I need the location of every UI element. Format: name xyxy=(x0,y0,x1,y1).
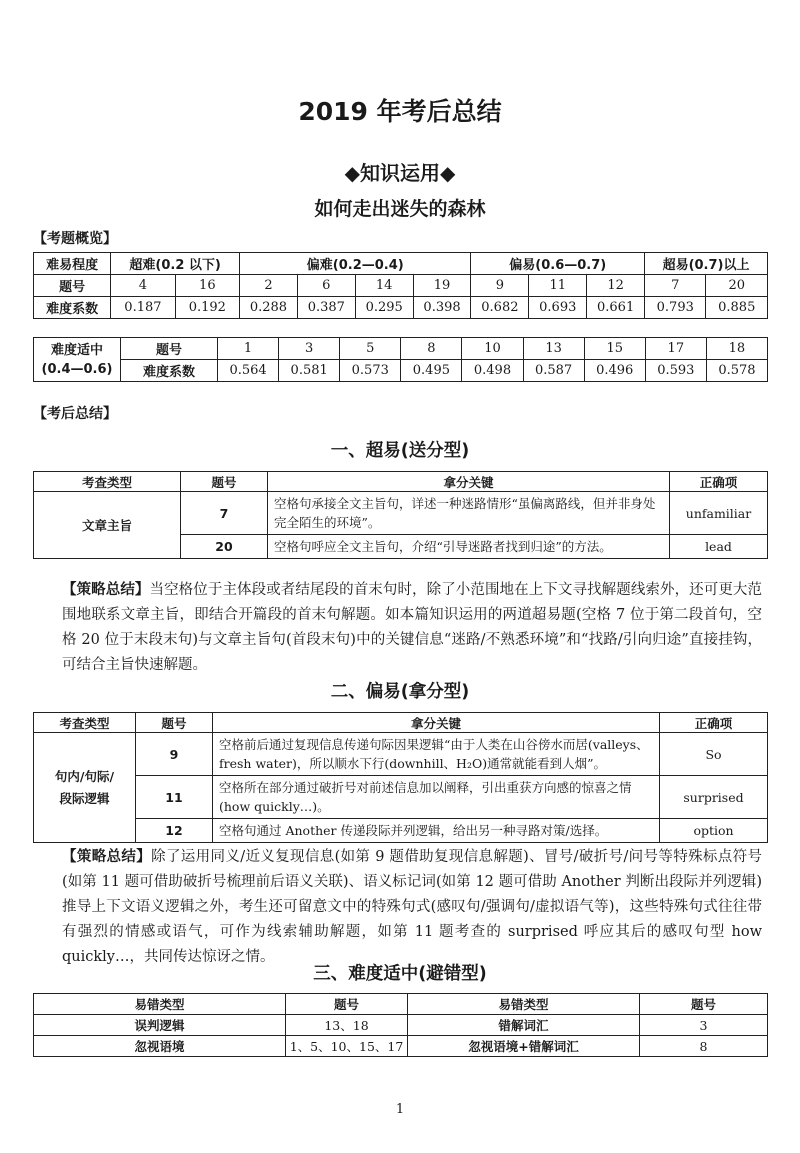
table-cell: 忽视语境 xyxy=(34,1036,286,1057)
table-cell: 错解词汇 xyxy=(408,1015,640,1036)
table-cell: 1、5、10、15、17 xyxy=(286,1036,408,1057)
key-cell: 空格句通过 Another 传递段际并列逻辑，给出另一种寻路对策/选择。 xyxy=(213,819,660,843)
table-cell: 1 xyxy=(218,338,279,360)
table-row xyxy=(34,253,768,275)
answer-cell: surprised xyxy=(660,776,768,819)
row-label: 难易程度 xyxy=(34,253,111,275)
summary-tag: 【考后总结】 xyxy=(33,406,117,422)
table-row xyxy=(34,1036,768,1057)
table-cell: 0.187 xyxy=(111,297,175,319)
column-header: 题号 xyxy=(136,713,213,733)
table-cell: 11 xyxy=(529,275,587,297)
table-cell: 19 xyxy=(413,275,471,297)
table-cell: 0.581 xyxy=(279,360,340,382)
table-cell: 7 xyxy=(645,275,706,297)
table-row xyxy=(34,713,768,733)
table-cell: 0.295 xyxy=(355,297,413,319)
answer-cell: unfamiliar xyxy=(670,492,768,535)
table-cell: 0.564 xyxy=(218,360,279,382)
column-header: 题号 xyxy=(286,994,408,1015)
key-cell: 空格句呼应全文主旨句，介绍“引导迷路者找到归途”的方法。 xyxy=(268,535,670,559)
row-label: 题号 xyxy=(121,338,218,360)
group-label: 偏易(0.6—0.7) xyxy=(471,253,645,275)
table-cell: 0.387 xyxy=(297,297,355,319)
answer-cell: So xyxy=(660,733,768,776)
table-row xyxy=(34,360,768,382)
table-cell: 14 xyxy=(355,275,413,297)
table-cell: 0.587 xyxy=(523,360,584,382)
column-header: 拿分关键 xyxy=(268,472,670,492)
strategy-text: 除了运用同义/近义复现信息(如第 9 题借助复现信息解题)、冒号/破折号/问号等特殊标点符号(如第 11 题可借助破折号梳理前后语义关联)、语义标记词(如第 12 题可借助 Another 判断出段际并列逻辑)推导上下文语义逻辑之外，考生还可留意文中的特殊句式(感叹句/强调句/虚拟语气等)，这些特殊句式往往带有强烈的情感或语气，可作为线索辅助解题，如第 11 题考查的 surprised 呼应其后的感叹句型 how quickly…，共同传达惊讶之情。 xyxy=(62,849,762,965)
table-cell: 3 xyxy=(279,338,340,360)
table-cell: 17 xyxy=(645,338,706,360)
table-cell: 0.398 xyxy=(413,297,471,319)
column-header: 拿分关键 xyxy=(213,713,660,733)
strategy-text: 当空格位于主体段或者结尾段的首末句时，除了小范围地在上下文寻找解题线索外，还可更大范围地联系文章主旨，即结合开篇段的首末句解题。如本篇知识运用的两道超易题(空格 7 位于第二段首句，空格 20 位于末段末句)与文章主旨句(首段末句)中的关键信息“迷路/不熟悉环境”和“找路/引向归途”直接挂钩，可结合主旨快速解题。 xyxy=(62,582,763,673)
table-row xyxy=(34,338,768,360)
strategy-lead: 【策略总结】 xyxy=(62,849,152,865)
column-header: 正确项 xyxy=(670,472,768,492)
table-cell: 8 xyxy=(401,338,462,360)
table-cell: 18 xyxy=(706,338,767,360)
table-row xyxy=(34,733,768,776)
number-cell: 20 xyxy=(181,535,268,559)
table-cell: 3 xyxy=(640,1015,768,1036)
answer-cell: option xyxy=(660,819,768,843)
table-cell: 0.682 xyxy=(471,297,529,319)
table-cell: 12 xyxy=(587,275,645,297)
table-row xyxy=(34,994,768,1015)
part3-heading: 三、难度适中(避错型) xyxy=(313,964,487,984)
type-line: 句内/句际/ xyxy=(54,768,115,784)
column-header: 题号 xyxy=(181,472,268,492)
table-cell: 9 xyxy=(471,275,529,297)
number-cell: 11 xyxy=(136,776,213,819)
table-cell: 0.578 xyxy=(706,360,767,382)
table-cell: 13、18 xyxy=(286,1015,408,1036)
part1-strategy xyxy=(62,578,762,678)
table-cell: 16 xyxy=(175,275,239,297)
type-line: 段际逻辑 xyxy=(59,790,110,806)
table-cell: 13 xyxy=(523,338,584,360)
page-title: 2019 年考后总结 xyxy=(298,97,502,126)
part2-table xyxy=(33,712,768,843)
type-cell: 文章主旨 xyxy=(34,492,181,559)
group-label: 超易(0.7)以上 xyxy=(645,253,768,275)
section-header: ◆知识运用◆ xyxy=(344,161,456,185)
column-header: 正确项 xyxy=(660,713,768,733)
passage-title: 如何走出迷失的森林 xyxy=(314,198,486,220)
part2-heading: 二、偏易(拿分型) xyxy=(330,682,470,702)
table-cell: 误判逻辑 xyxy=(34,1015,286,1036)
column-header: 题号 xyxy=(640,994,768,1015)
table-cell: 0.496 xyxy=(584,360,645,382)
page-number: 1 xyxy=(395,1102,405,1117)
group-label: 偏难(0.2—0.4) xyxy=(240,253,471,275)
table-cell: 0.192 xyxy=(175,297,239,319)
part1-heading: 一、超易(送分型) xyxy=(330,441,470,461)
number-cell: 9 xyxy=(136,733,213,776)
table-cell: 0.885 xyxy=(706,297,768,319)
table-cell: 4 xyxy=(111,275,175,297)
moderate-table xyxy=(33,337,768,382)
number-cell: 12 xyxy=(136,819,213,843)
table-cell: 2 xyxy=(240,275,298,297)
overview-table xyxy=(33,252,768,319)
row-label: 难度系数 xyxy=(121,360,218,382)
table-cell: 0.498 xyxy=(462,360,523,382)
table-cell: 0.661 xyxy=(587,297,645,319)
column-header: 易错类型 xyxy=(34,994,286,1015)
type-cell xyxy=(34,733,136,843)
key-cell: 空格所在部分通过破折号对前述信息加以阐释，引出重获方向感的惊喜之情(how quickly…)。 xyxy=(213,776,660,819)
moderate-label-line: 难度适中 xyxy=(50,342,103,358)
answer-cell: lead xyxy=(670,535,768,559)
table-cell: 8 xyxy=(640,1036,768,1057)
column-header: 考查类型 xyxy=(34,472,181,492)
table-row xyxy=(34,819,768,843)
table-row xyxy=(34,776,768,819)
table-row xyxy=(34,492,768,535)
table-row xyxy=(34,472,768,492)
key-cell: 空格前后通过复现信息传递句际因果逻辑“由于人类在山谷傍水而居(valleys、fresh water)，所以顺水下行(downhill、H₂O)通常就能看到人烟”。 xyxy=(213,733,660,776)
number-cell: 7 xyxy=(181,492,268,535)
column-header: 考查类型 xyxy=(34,713,136,733)
row-label: 题号 xyxy=(34,275,111,297)
table-cell: 0.288 xyxy=(240,297,298,319)
table-cell: 0.593 xyxy=(645,360,706,382)
table-cell: 0.693 xyxy=(529,297,587,319)
part3-table xyxy=(33,993,768,1057)
table-cell: 15 xyxy=(584,338,645,360)
table-cell: 6 xyxy=(297,275,355,297)
table-cell: 0.495 xyxy=(401,360,462,382)
table-row xyxy=(34,297,768,319)
overview-tag: 【考题概览】 xyxy=(33,231,117,247)
part1-table xyxy=(33,471,768,559)
table-cell: 忽视语境+错解词汇 xyxy=(408,1036,640,1057)
column-header: 易错类型 xyxy=(408,994,640,1015)
table-cell: 5 xyxy=(340,338,401,360)
table-cell: 10 xyxy=(462,338,523,360)
table-cell: 20 xyxy=(706,275,768,297)
key-cell: 空格句承接全文主旨句，详述一种迷路情形“虽偏离路线，但并非身处完全陌生的环境”。 xyxy=(268,492,670,535)
table-row xyxy=(34,275,768,297)
group-label: 超难(0.2 以下) xyxy=(111,253,240,275)
moderate-label xyxy=(34,338,121,382)
table-cell: 0.793 xyxy=(645,297,706,319)
table-row xyxy=(34,1015,768,1036)
moderate-label-line: (0.4—0.6) xyxy=(41,361,113,377)
row-label: 难度系数 xyxy=(34,297,111,319)
strategy-lead: 【策略总结】 xyxy=(62,582,150,598)
part2-strategy xyxy=(62,845,762,970)
table-cell: 0.573 xyxy=(340,360,401,382)
